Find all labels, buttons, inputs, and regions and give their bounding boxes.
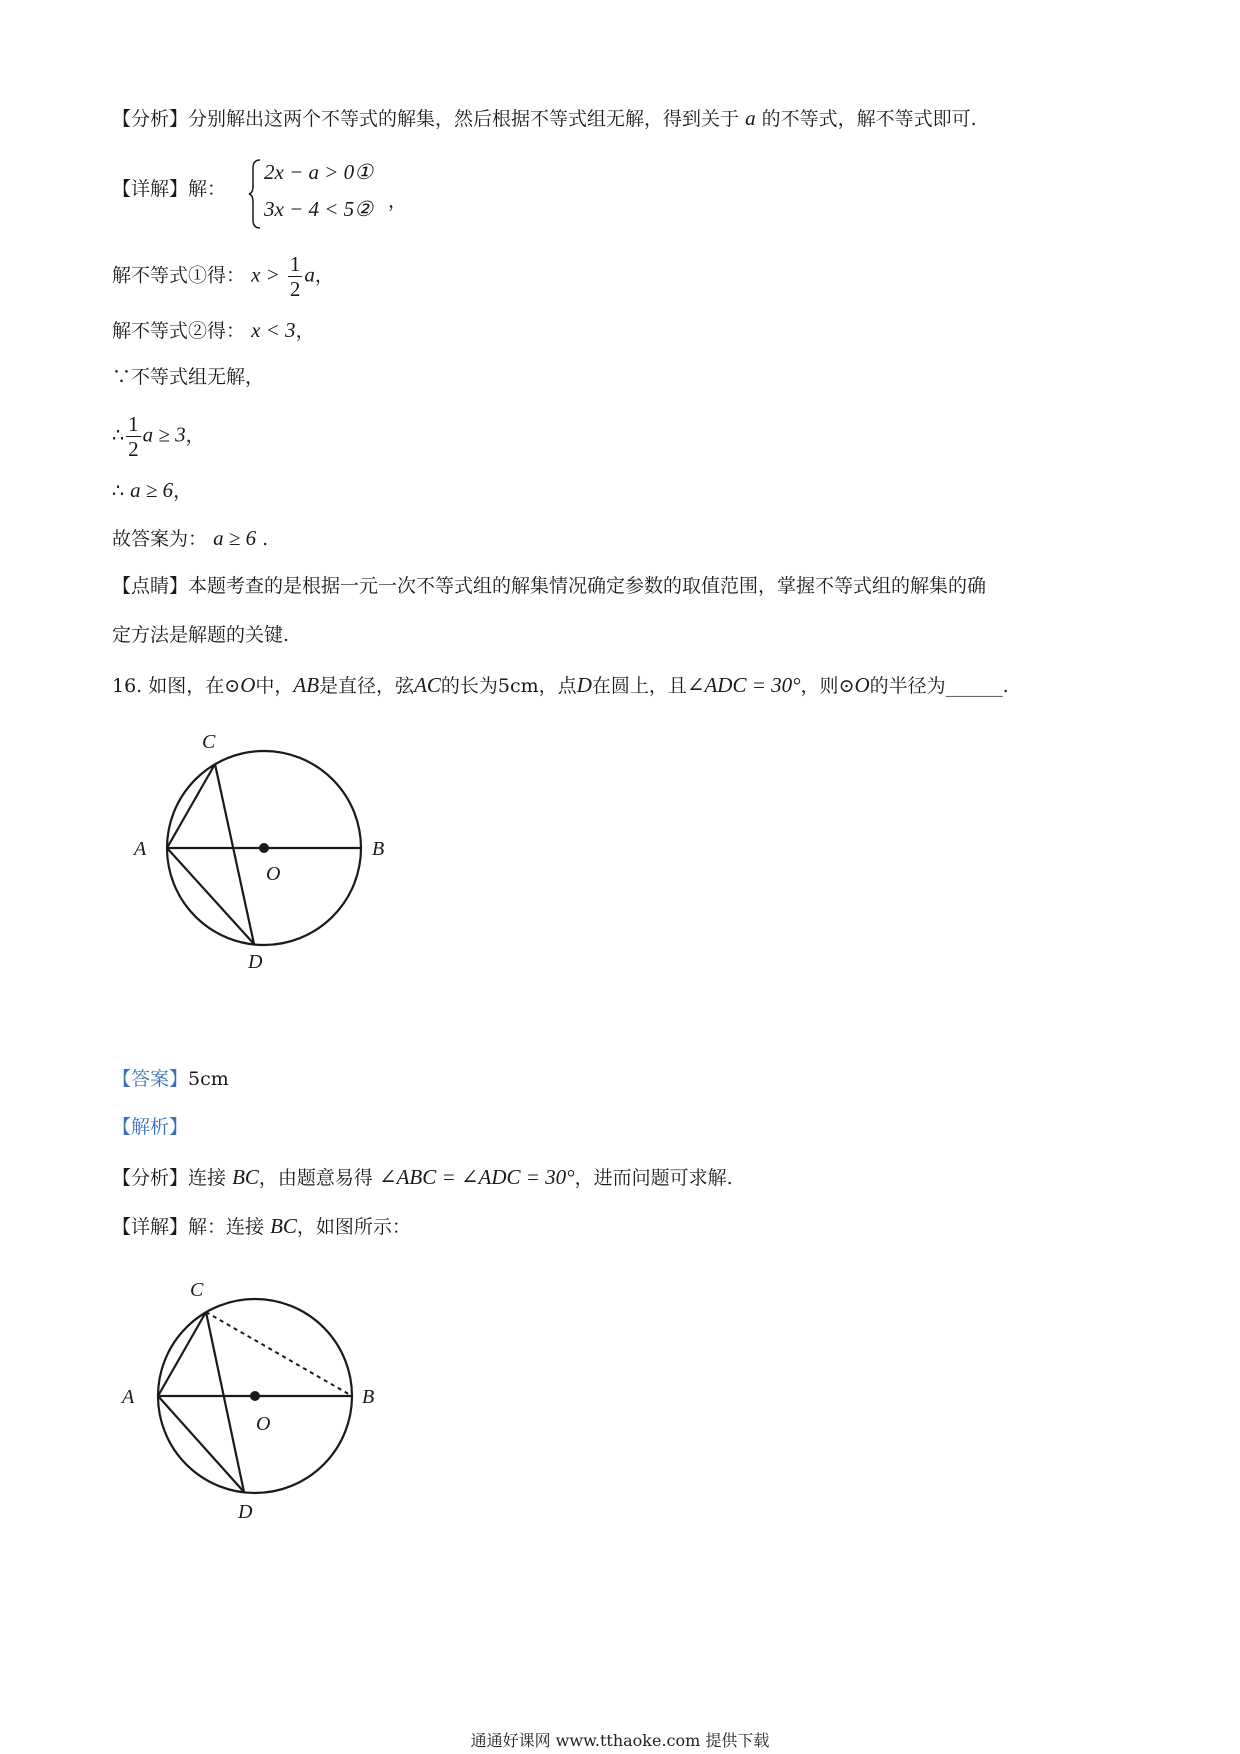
q16-ac: AC [414, 673, 441, 697]
q16-o2: O [854, 673, 870, 697]
answer-tag: 【答案】 [112, 1068, 189, 1090]
q16-o1: O [240, 673, 256, 697]
label-a: A [122, 1386, 135, 1408]
step1-var: a [304, 262, 315, 287]
label-d: D [248, 951, 263, 973]
answer-value: 5cm [188, 1068, 229, 1090]
label-b: B [362, 1386, 375, 1408]
q16-text: 如图，在 [148, 675, 225, 697]
step1-end: ， [314, 264, 334, 287]
answer-tag-line [112, 1068, 229, 1091]
system-brace-icon [248, 158, 262, 230]
q16-length: 5cm [497, 675, 539, 697]
q16-number: 16. [112, 675, 149, 697]
q16-d: D [576, 673, 592, 697]
analysis-line [112, 106, 977, 131]
sol16-text: 连接 [188, 1167, 227, 1189]
sol16-analysis-tag: 【分析】 [112, 1167, 189, 1189]
label-c: C [202, 731, 216, 753]
answer15-text: 故答案为： [112, 528, 208, 550]
label-o: O [256, 1413, 271, 1435]
circle-symbol-2: ⊙ [838, 675, 855, 697]
circle-figure-2 [110, 1268, 410, 1528]
therefore1-sym: ∴ [112, 424, 125, 447]
parse-tag: 【解析】 [112, 1116, 189, 1138]
q16-text: ，则 [800, 675, 839, 697]
detail-line [112, 178, 226, 201]
sol16-text: ，进而问题可求解. [574, 1167, 733, 1189]
sol16-detail-bc: BC [270, 1214, 297, 1238]
answer15-line [112, 526, 268, 551]
label-b: B [372, 838, 385, 860]
step1-den: 2 [289, 277, 301, 302]
sol16-detail-tag: 【详解】 [112, 1216, 189, 1238]
step1-text: 解不等式①得： [112, 264, 246, 287]
q16-text: 的长为 [440, 675, 498, 697]
q16-text: 是直径，弦 [319, 675, 415, 697]
because-line: ∵不等式组无解， [112, 366, 265, 388]
step1-lhs: x > [251, 262, 280, 287]
step1-line [112, 252, 334, 301]
label-c: C [190, 1279, 204, 1301]
q16-text: 在圆上，且 [591, 675, 687, 697]
q16-angle: ∠ADC = 30° [686, 673, 801, 697]
q16-text: 中， [255, 675, 294, 697]
analysis-tag: 【分析】 [112, 108, 189, 130]
q16-text: . [1002, 675, 1009, 697]
q16-ab: AB [293, 673, 320, 697]
label-d: D [238, 1501, 253, 1523]
comment-line-1 [112, 575, 986, 598]
therefore2-sym: ∴ [112, 480, 125, 502]
comment-line-2: 定方法是解题的关键. [112, 624, 290, 646]
comment-text-1: 本题考查的是根据一元一次不等式组的解集情况确定参数的取值范围，掌握不等式组的解集的确 [188, 575, 987, 597]
therefore1-den: 2 [128, 437, 139, 462]
detail-lead: 解： [188, 178, 227, 200]
sol16-detail-line [112, 1214, 411, 1239]
circle-figure-1 [120, 720, 420, 980]
therefore2-expr: a ≥ 6 [130, 478, 174, 502]
q16-text: ，点 [538, 675, 577, 697]
page-footer: 通通好课网 www.tthaoke.com 提供下载 [470, 1731, 770, 1750]
sol16-text: ，由题意易得 [258, 1167, 373, 1189]
q16-text: 的半径为 [869, 675, 946, 697]
q16-blank: ______ [945, 675, 1003, 697]
analysis-text-end: 的不等式，解不等式即可. [761, 108, 977, 130]
therefore1-end: ， [185, 424, 205, 447]
comment-tag: 【点睛】 [112, 575, 189, 597]
question-16 [112, 673, 1009, 698]
sol16-angle-expr: ∠ABC = ∠ADC = 30° [378, 1165, 575, 1189]
sol16-text: 解：连接 [188, 1216, 265, 1238]
therefore2-line [112, 478, 192, 503]
therefore2-end: ， [173, 480, 193, 502]
step1-fraction [288, 252, 303, 301]
inequality-1: 2x − a > 0① [264, 160, 373, 184]
therefore1-expr: a ≥ 3 [142, 422, 186, 447]
label-a: A [134, 838, 147, 860]
var-a: a [745, 106, 756, 130]
therefore1-fraction [126, 412, 141, 461]
step2-end: ， [295, 320, 315, 342]
step2-expr: x < 3 [251, 318, 296, 342]
step2-text: 解不等式②得： [112, 320, 246, 342]
sol16-analysis-line [112, 1165, 733, 1190]
answer15-expr: a ≥ 6 [213, 526, 257, 550]
inequality-2: 3x − 4 < 5② [264, 197, 373, 221]
step1-num: 1 [289, 252, 301, 276]
system-comma: ， [388, 190, 408, 212]
sol16-text: ，如图所示： [296, 1216, 411, 1238]
analysis-text: 分别解出这两个不等式的解集，然后根据不等式组无解，得到关于 [188, 108, 740, 130]
detail-tag: 【详解】 [112, 178, 189, 200]
dashed-bc-line [206, 1312, 352, 1396]
answer15-end: . [262, 528, 269, 550]
therefore1-num: 1 [128, 412, 139, 436]
label-o: O [266, 863, 281, 885]
sol16-bc: BC [232, 1165, 259, 1189]
therefore1-line [112, 412, 205, 461]
circle-symbol-1: ⊙ [224, 675, 241, 697]
step2-line [112, 318, 315, 343]
